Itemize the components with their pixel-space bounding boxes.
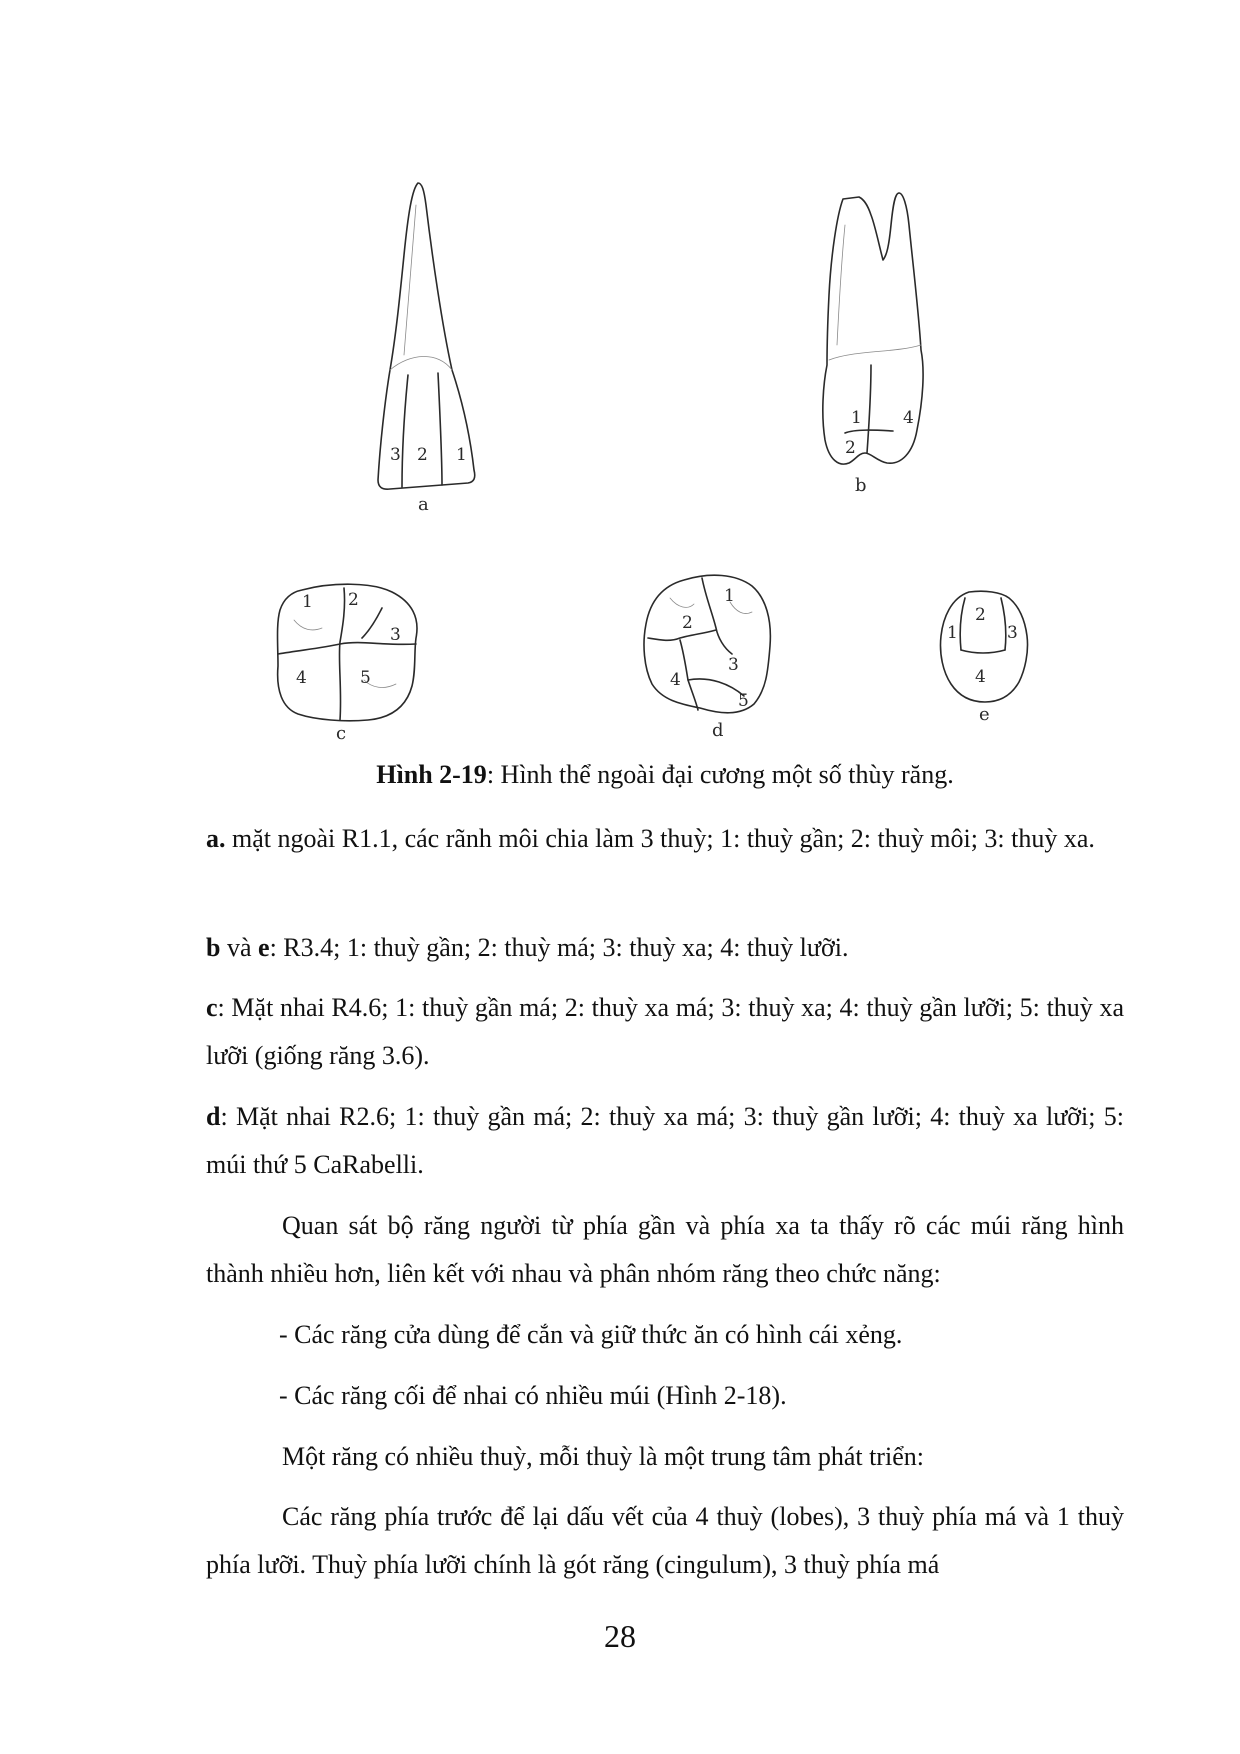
figure-b-lobe-2: 2: [845, 438, 856, 458]
figure-c-groove-main: [339, 588, 344, 720]
figure-c-lobe-2: 2: [348, 590, 359, 610]
figure-b-cej-line: [829, 345, 921, 360]
figure-caption: [206, 755, 1124, 795]
figure-a-cej-line: [390, 356, 452, 370]
legend-c: [206, 984, 1124, 1080]
body-paragraph-2: Một răng có nhiều thuỳ, mỗi thuỳ là một trung tâm phát triển:: [282, 1442, 924, 1471]
figure-d-lobe-5: 5: [738, 691, 749, 711]
figure-e-lobe-3: 3: [1007, 623, 1018, 643]
figure-b-label: b: [855, 475, 867, 496]
figure-a-outline: [378, 183, 475, 489]
legend-c-key: c: [206, 993, 218, 1022]
legend-be: [206, 924, 1124, 972]
figure-a-incisor: [360, 175, 500, 515]
figure-e-lobe-4: 4: [975, 667, 986, 687]
legend-be-mid: và: [220, 933, 259, 962]
figure-a-groove-2: [438, 373, 442, 485]
figure-c-shade: [294, 620, 396, 687]
figure-b-premolar: [815, 185, 945, 505]
figure-a-groove-1: [402, 375, 408, 487]
figure-e-groove-3: [961, 650, 1005, 653]
body-paragraph-1: Quan sát bộ răng người từ phía gần và phía xa ta thấy rõ các múi răng hình thành nhiều hơn, liên kết với nhau và phân nhóm răng theo chức năng:: [206, 1211, 1124, 1288]
figure-c-lobe-1: 1: [302, 592, 313, 612]
figure-c-lobe-4: 4: [296, 668, 307, 688]
figure-c-label: c: [336, 723, 347, 740]
figure-e-label: e: [979, 704, 990, 725]
legend-a-key: a.: [206, 824, 226, 853]
figure-d-groove-4: [688, 679, 744, 696]
figure-a-lobe-3: 3: [390, 445, 401, 465]
legend-c-text: : Mặt nhai R4.6; 1: thuỳ gần má; 2: thuỳ xa má; 3: thuỳ xa; 4: thuỳ gần lưỡi; 5: thuỳ xa lưỡi (giống răng 3.6).: [206, 993, 1124, 1070]
figure-e-lobe-1: 1: [947, 623, 958, 643]
figure-d-label: d: [712, 720, 724, 740]
legend-d: [206, 1093, 1124, 1189]
figure-b-root-shade: [837, 225, 845, 345]
figure-a-lobe-1: 1: [456, 445, 467, 465]
figure-b-lobe-1: 1: [851, 408, 862, 428]
figure-d-molar: [640, 568, 780, 740]
figure-d-lobe-4: 4: [670, 670, 681, 690]
figure-c-molar: [272, 580, 428, 740]
figure-d-groove-3: [680, 640, 698, 710]
figure-a-root-shade: [404, 205, 416, 355]
legend-d-key: d: [206, 1102, 221, 1131]
figure-d-lobe-3: 3: [728, 655, 739, 675]
legend-d-text: : Mặt nhai R2.6; 1: thuỳ gần má; 2: thuỳ xa má; 3: thuỳ gần lưỡi; 4: thuỳ xa lưỡi; 5: múi thứ 5 CaRabelli.: [206, 1102, 1124, 1179]
figure-b-lobe-4: 4: [903, 408, 914, 428]
figure-caption-label: Hình 2-19: [376, 760, 487, 789]
body-paragraph-3: Các răng phía trước để lại dấu vết của 4 thuỳ (lobes), 3 thuỳ phía má và 1 thuỳ phía lưỡi. Thuỳ phía lưỡi chính là gót răng (cingulum), 3 thuỳ phía má: [206, 1502, 1124, 1579]
legend-a: [206, 815, 1124, 863]
figure-e-lobe-2: 2: [975, 605, 986, 625]
figure-e-premolar: [935, 588, 1035, 730]
legend-be-text: : R3.4; 1: thuỳ gần; 2: thuỳ má; 3: thuỳ xa; 4: thuỳ lưỡi.: [269, 933, 849, 962]
figure-b-groove-1: [867, 365, 871, 453]
figure-d-lobe-1: 1: [724, 586, 735, 606]
figure-c-lobe-3: 3: [390, 625, 401, 645]
bullet-item-1: - Các răng cửa dùng để cắn và giữ thức ăn có hình cái xẻng.: [279, 1320, 903, 1349]
figure-e-groove-1: [960, 598, 965, 650]
figure-c-groove-3: [362, 608, 382, 638]
figure-e-groove-2: [1001, 598, 1006, 650]
figure-caption-text: : Hình thể ngoài đại cương một số thùy răng.: [486, 760, 954, 789]
legend-be-key-2: e: [258, 933, 270, 962]
legend-be-key-1: b: [206, 933, 221, 962]
legend-a-text: mặt ngoài R1.1, các rãnh môi chia làm 3 thuỳ; 1: thuỳ gần; 2: thuỳ môi; 3: thuỳ xa.: [225, 824, 1095, 853]
figure-c-lobe-5: 5: [360, 668, 371, 688]
figure-d-lobe-2: 2: [682, 613, 693, 633]
page-number: 28: [604, 1618, 636, 1654]
figure-a-label: a: [418, 494, 429, 515]
figure-a-lobe-2: 2: [417, 445, 428, 465]
bullet-item-2: - Các răng cối để nhai có nhiều múi (Hình 2-18).: [279, 1381, 787, 1410]
